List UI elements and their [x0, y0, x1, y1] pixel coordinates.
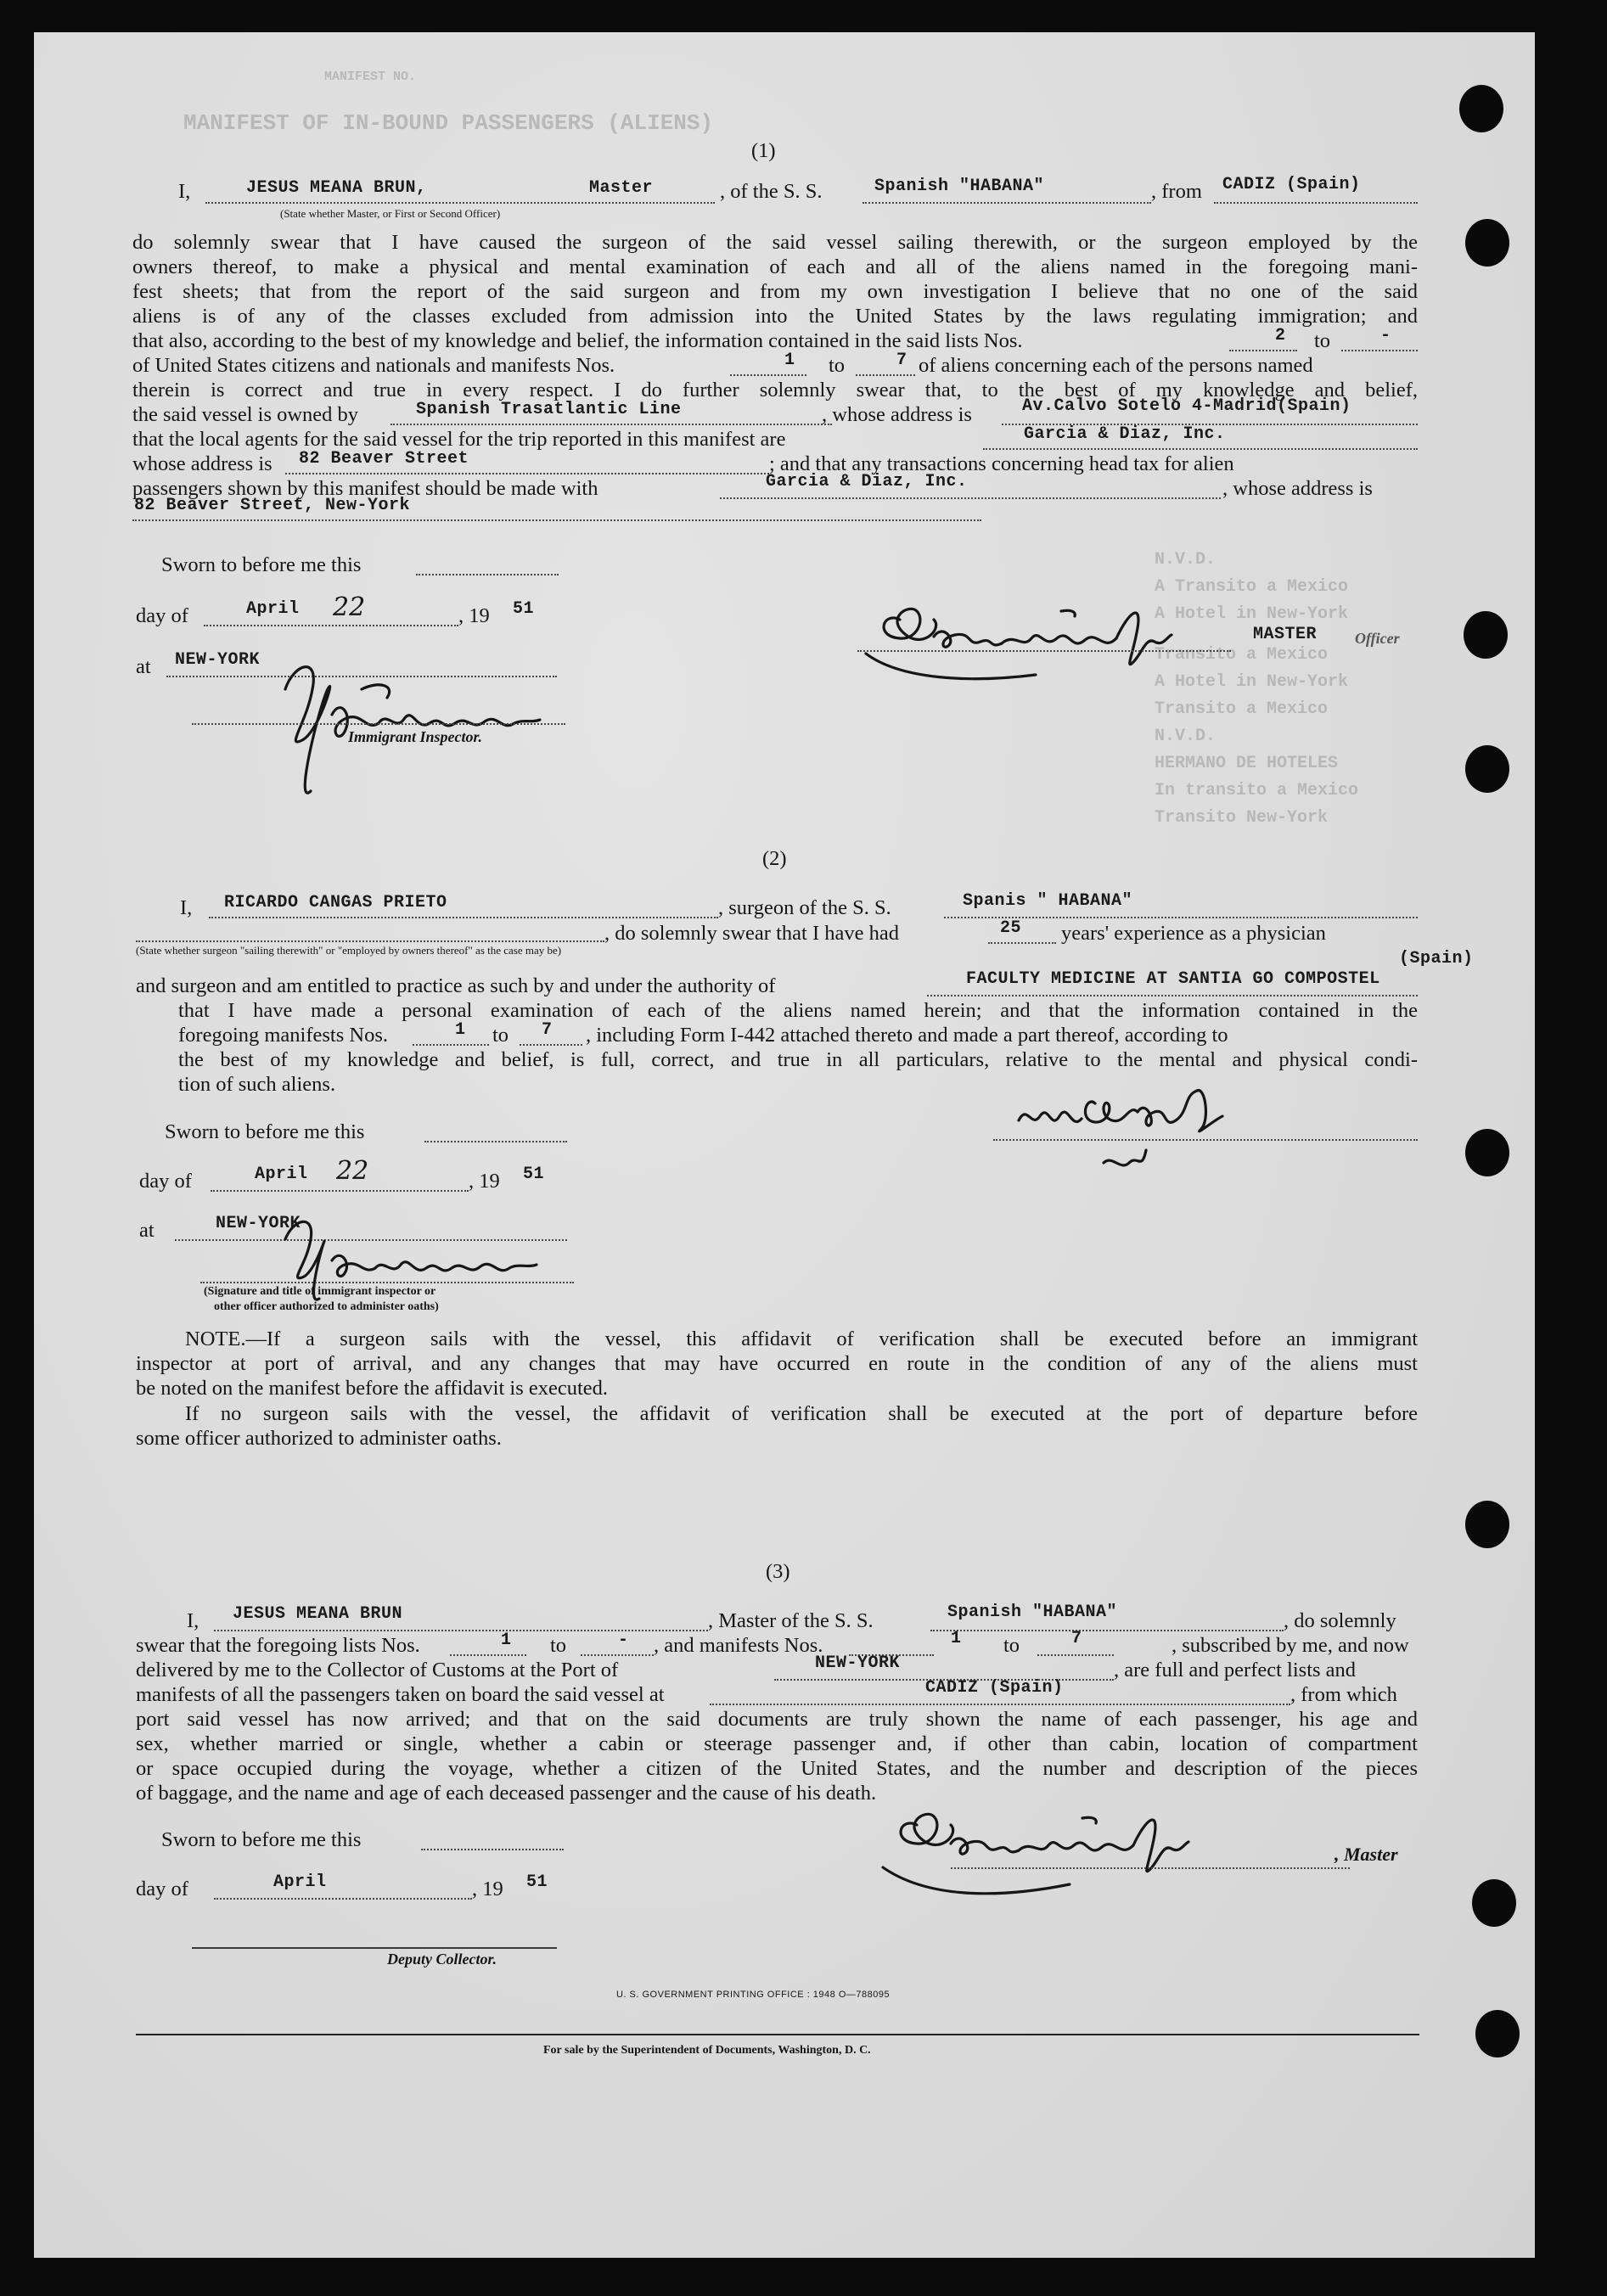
day-of-label: day of — [139, 1170, 192, 1193]
sworn-line — [416, 574, 559, 575]
sworn-place: NEW-YORK — [216, 1214, 301, 1233]
to-label: to — [1314, 329, 1331, 352]
sworn-line — [424, 1141, 567, 1142]
footer-rule — [136, 2034, 1419, 2035]
authority: FACULTY MEDICINE AT SANTIA GO COMPOSTEL — [966, 969, 1380, 989]
binder-hole — [1475, 2010, 1520, 2057]
full-lists-text: , are full and perfect lists and — [1114, 1659, 1357, 1681]
manifests-text: manifests of all the passengers taken on board the said vessel at — [136, 1683, 665, 1706]
owner-line — [391, 424, 832, 425]
agents-address-line — [285, 473, 769, 474]
authority-line — [927, 995, 1418, 996]
vessel-name: Spanish "HABANA" — [947, 1603, 1118, 1622]
section-1-text-line: passengers shown by this manifest should be made with — [132, 477, 598, 500]
port-line — [1214, 202, 1418, 204]
binder-hole — [1472, 1879, 1516, 1927]
year-prefix: , 19 — [472, 1878, 503, 1900]
swear-lists-label: swear that the foregoing lists Nos. — [136, 1634, 420, 1657]
section-2-text-line: that I have made a personal examination of each of the aliens named herein; and that the information contained in the — [178, 999, 1418, 1022]
binder-hole — [1465, 1129, 1509, 1176]
manifests-to: 7 — [896, 351, 907, 370]
section-1-text-line: of United States citizens and nationals and manifests Nos. — [132, 354, 615, 377]
section-2-number: (2) — [762, 847, 787, 870]
master-name: JESUS MEANA BRUN — [233, 1604, 403, 1624]
manifests-to: 7 — [1071, 1629, 1082, 1648]
year-suffix: 51 — [523, 1165, 545, 1184]
section-2-text-line: the best of my knowledge and belief, is full, correct, and true in all particulars, relative to the mental and physical condi- — [178, 1048, 1418, 1071]
departure-port: CADIZ (Spain) — [1222, 175, 1361, 194]
section-3-text-line: sex, whether married or single, whether a cabin or steerage passenger and, if other than cabin, location of compartment — [136, 1732, 1418, 1755]
years-tail: years' experience as a physician — [1061, 922, 1326, 945]
head-tax-agent: Garcia & Diaz, Inc. — [766, 472, 968, 491]
surgeon-signature — [1002, 1069, 1290, 1205]
date-line — [214, 1898, 472, 1900]
section-1-text-line: therein is correct and true in every respect. I do further solemnly swear that, to the best of my knowledge and belief, — [132, 379, 1418, 401]
to-label: to — [550, 1634, 567, 1657]
master-signature — [857, 1791, 1265, 1918]
master-of-label: , Master of the S. S. — [708, 1609, 874, 1632]
whose-address-label: , whose address is — [1222, 477, 1373, 500]
section-2-intro: I, — [180, 896, 193, 919]
foregoing-from-line — [413, 1044, 489, 1046]
section-3-text-line: port said vessel has now arrived; and that on the said documents are truly shown the name of each passenger, his age and — [136, 1708, 1418, 1731]
of-ss-label: , of the S. S. — [720, 180, 823, 203]
form-text: , including Form I-442 attached thereto and made a part thereof, according to — [586, 1024, 1228, 1047]
day-of-label: day of — [136, 604, 188, 627]
binder-hole — [1465, 745, 1509, 793]
authority-text: and surgeon and am entitled to practice as such by and under the authority of — [136, 974, 776, 997]
years-line — [988, 942, 1056, 944]
lists-to-line — [581, 1654, 654, 1656]
year-suffix: 51 — [513, 599, 535, 619]
section-3-intro: I, — [187, 1609, 199, 1632]
bleed-through-small: MANIFEST NO. — [324, 70, 417, 84]
bleed-through-header: MANIFEST OF IN-BOUND PASSENGERS (ALIENS) — [183, 110, 714, 136]
foregoing-to: 7 — [542, 1020, 553, 1040]
lists-from: 1 — [501, 1631, 512, 1650]
surgeon-name-line — [209, 917, 718, 918]
surgeon-of-label: , surgeon of the S. S. — [718, 896, 891, 919]
port-departure-line — [710, 1704, 1290, 1705]
inspector-caption: other officer authorized to administer oaths) — [214, 1300, 439, 1313]
surgeon-caption: (State whether surgeon "sailing therewith" or "employed by owners thereof" as the case may be) — [136, 944, 562, 957]
year-suffix: 51 — [526, 1872, 548, 1892]
inspector-signature — [260, 638, 548, 817]
for-sale-text: For sale by the Superintendent of Documents, Washington, D. C. — [543, 2044, 871, 2057]
owner-address: Av.Calvo Sotelo 4-Madrid(Spain) — [1022, 396, 1351, 416]
swear-text: , do solemnly swear that I have had — [604, 922, 899, 945]
master-caption: , Master — [1334, 1844, 1398, 1865]
to-label: to — [1003, 1634, 1020, 1657]
subscribed-text: , subscribed by me, and now — [1172, 1634, 1409, 1657]
master-signature-line — [857, 650, 1231, 652]
section-1-text-line: whose address is — [132, 452, 273, 475]
of-aliens-text: of aliens concerning each of the persons named — [919, 354, 1313, 377]
lists-to: - — [618, 1631, 629, 1650]
sworn-label: Sworn to before me this — [161, 553, 362, 576]
manifests-to-line — [856, 374, 915, 376]
master-caption: (State whether Master, or First or Second Officer) — [280, 207, 501, 220]
delivered-text: delivered by me to the Collector of Customs at the Port of — [136, 1659, 619, 1681]
to-label: to — [829, 354, 846, 377]
master-typed: MASTER — [1253, 625, 1318, 644]
sworn-month: April — [246, 599, 300, 619]
master-name-line — [214, 1630, 708, 1631]
lists-to: - — [1380, 326, 1391, 345]
date-line — [211, 1190, 469, 1192]
agents-address: 82 Beaver Street — [299, 449, 469, 469]
solemnly-label: , do solemnly — [1284, 1609, 1396, 1632]
year-prefix: , 19 — [469, 1170, 500, 1193]
master-title: Master — [589, 178, 654, 198]
inspector-caption: Immigrant Inspector. — [348, 728, 483, 745]
note-line: If no surgeon sails with the vessel, the affidavit of verification shall be executed at the port of departure before — [185, 1402, 1418, 1425]
master-name-line — [205, 202, 715, 204]
section-1-text-line: owners thereof, to make a physical and mental examination of each and all of the aliens named in the foregoing mani- — [132, 255, 1418, 278]
surgeon-name: RICARDO CANGAS PRIETO — [224, 893, 447, 912]
head-tax-text: ; and that any transactions concerning head tax for alien — [769, 452, 1234, 475]
date-line — [204, 625, 458, 626]
year-prefix: , 19 — [458, 604, 490, 627]
sworn-label: Sworn to before me this — [165, 1120, 365, 1143]
port-of-arrival: NEW-YORK — [815, 1653, 901, 1673]
printing-office: U. S. GOVERNMENT PRINTING OFFICE : 1948 O—788095 — [616, 1990, 891, 2000]
master-signature — [849, 586, 1248, 696]
section-1-text-line: do solemnly swear that I have caused the surgeon of the said vessel sailing therewith, or the surgeon employed by the — [132, 231, 1418, 254]
lists-from: 2 — [1275, 326, 1286, 345]
sworn-month: April — [255, 1165, 308, 1184]
note-line: NOTE.—If a surgeon sails with the vessel, this affidavit of verification shall be executed before an immigrant — [185, 1328, 1418, 1350]
head-tax-agent-line — [720, 497, 1221, 499]
section-2-text-line: tion of such aliens. — [178, 1073, 336, 1096]
section-1-text-line: that the local agents for the said vessel for the trip reported in this manifest are — [132, 428, 786, 451]
lists-from-line — [1229, 350, 1297, 351]
whose-address-label: , whose address is — [822, 403, 972, 426]
surgeon-vessel: Spanis " HABANA" — [963, 891, 1133, 911]
master-name: JESUS MEANA BRUN, — [246, 178, 427, 198]
lists-from-line — [450, 1654, 526, 1656]
section-3-text-line: or space occupied during the voyage, whether a citizen of the United States, and the number and description of the pieces — [136, 1757, 1418, 1780]
day-of-label: day of — [136, 1878, 188, 1900]
vessel-line — [862, 202, 1151, 204]
manifests-from: 1 — [951, 1629, 962, 1648]
manifests-from: 1 — [784, 351, 795, 370]
section-1-text-line: aliens is of any of the classes excluded from admission into the United States by the laws regulating immigration; and — [132, 305, 1418, 328]
note-line: inspector at port of arrival, and any changes that may have occurred en route in the condition of any of the aliens must — [136, 1352, 1418, 1375]
lists-to-line — [1341, 350, 1418, 351]
foregoing-from: 1 — [455, 1020, 466, 1040]
section-3-text-line: of baggage, and the name and age of each deceased passenger and the cause of his death. — [136, 1782, 877, 1805]
inspector-line — [200, 1282, 574, 1283]
collector-caption: Deputy Collector. — [387, 1951, 497, 1968]
note-line: some officer authorized to administer oaths. — [136, 1427, 502, 1450]
surgeon-status-line — [136, 940, 604, 942]
agents-line — [983, 448, 1418, 450]
at-label: at — [139, 1219, 155, 1242]
at-label: at — [136, 655, 151, 678]
sworn-day: 22 — [333, 592, 366, 622]
foregoing-label: foregoing manifests Nos. — [178, 1024, 388, 1047]
sworn-label: Sworn to before me this — [161, 1828, 362, 1851]
vessel-owner: Spanish Trasatlantic Line — [416, 400, 682, 419]
local-agents: Garcia & Diaz, Inc. — [1024, 424, 1226, 444]
section-1-text-line: the said vessel is owned by — [132, 403, 359, 426]
vessel-name: Spanish "HABANA" — [874, 177, 1045, 196]
surgeon-signature-line — [993, 1139, 1418, 1141]
master-signature-line — [951, 1867, 1350, 1869]
binder-hole — [1459, 85, 1503, 132]
inspector-line — [192, 723, 565, 725]
section-1-intro: I, — [178, 180, 191, 203]
binder-hole — [1465, 1501, 1509, 1548]
vessel-line — [930, 1630, 1284, 1631]
manifests-to-line — [1037, 1654, 1114, 1656]
head-tax-address-line — [132, 519, 981, 521]
section-1-text-line: that also, according to the best of my knowledge and belief, the information contained in the said lists Nos. — [132, 329, 1023, 352]
section-3-number: (3) — [766, 1560, 790, 1583]
authority-country: (Spain) — [1399, 949, 1474, 968]
port-of-departure: CADIZ (Spain) — [925, 1678, 1064, 1698]
sworn-place: NEW-YORK — [175, 650, 261, 670]
note-line: be noted on the manifest before the affidavit is executed. — [136, 1377, 609, 1400]
and-manifests-label: , and manifests Nos. — [654, 1634, 823, 1657]
section-1-text-line: fest sheets; that from the report of the said surgeon and from my own investigation I believe that no one of the said — [132, 280, 1418, 303]
sworn-line — [421, 1849, 564, 1850]
manifests-from-line — [730, 374, 806, 376]
sworn-month: April — [273, 1872, 327, 1892]
section-1-number: (1) — [751, 139, 776, 162]
years-experience: 25 — [1000, 918, 1022, 938]
collector-line — [192, 1947, 557, 1949]
sworn-day: 22 — [336, 1156, 369, 1186]
inspector-caption: (Signature and title of immigrant inspector or — [204, 1285, 436, 1298]
from-label: , from — [1151, 180, 1202, 203]
to-label: to — [492, 1024, 509, 1047]
head-tax-address: 82 Beaver Street, New-York — [134, 496, 411, 515]
officer-caption: Officer — [1355, 630, 1400, 647]
binder-hole — [1464, 611, 1508, 659]
binder-hole — [1465, 219, 1509, 267]
from-which-text: , from which — [1290, 1683, 1397, 1706]
foregoing-to-line — [520, 1044, 582, 1046]
